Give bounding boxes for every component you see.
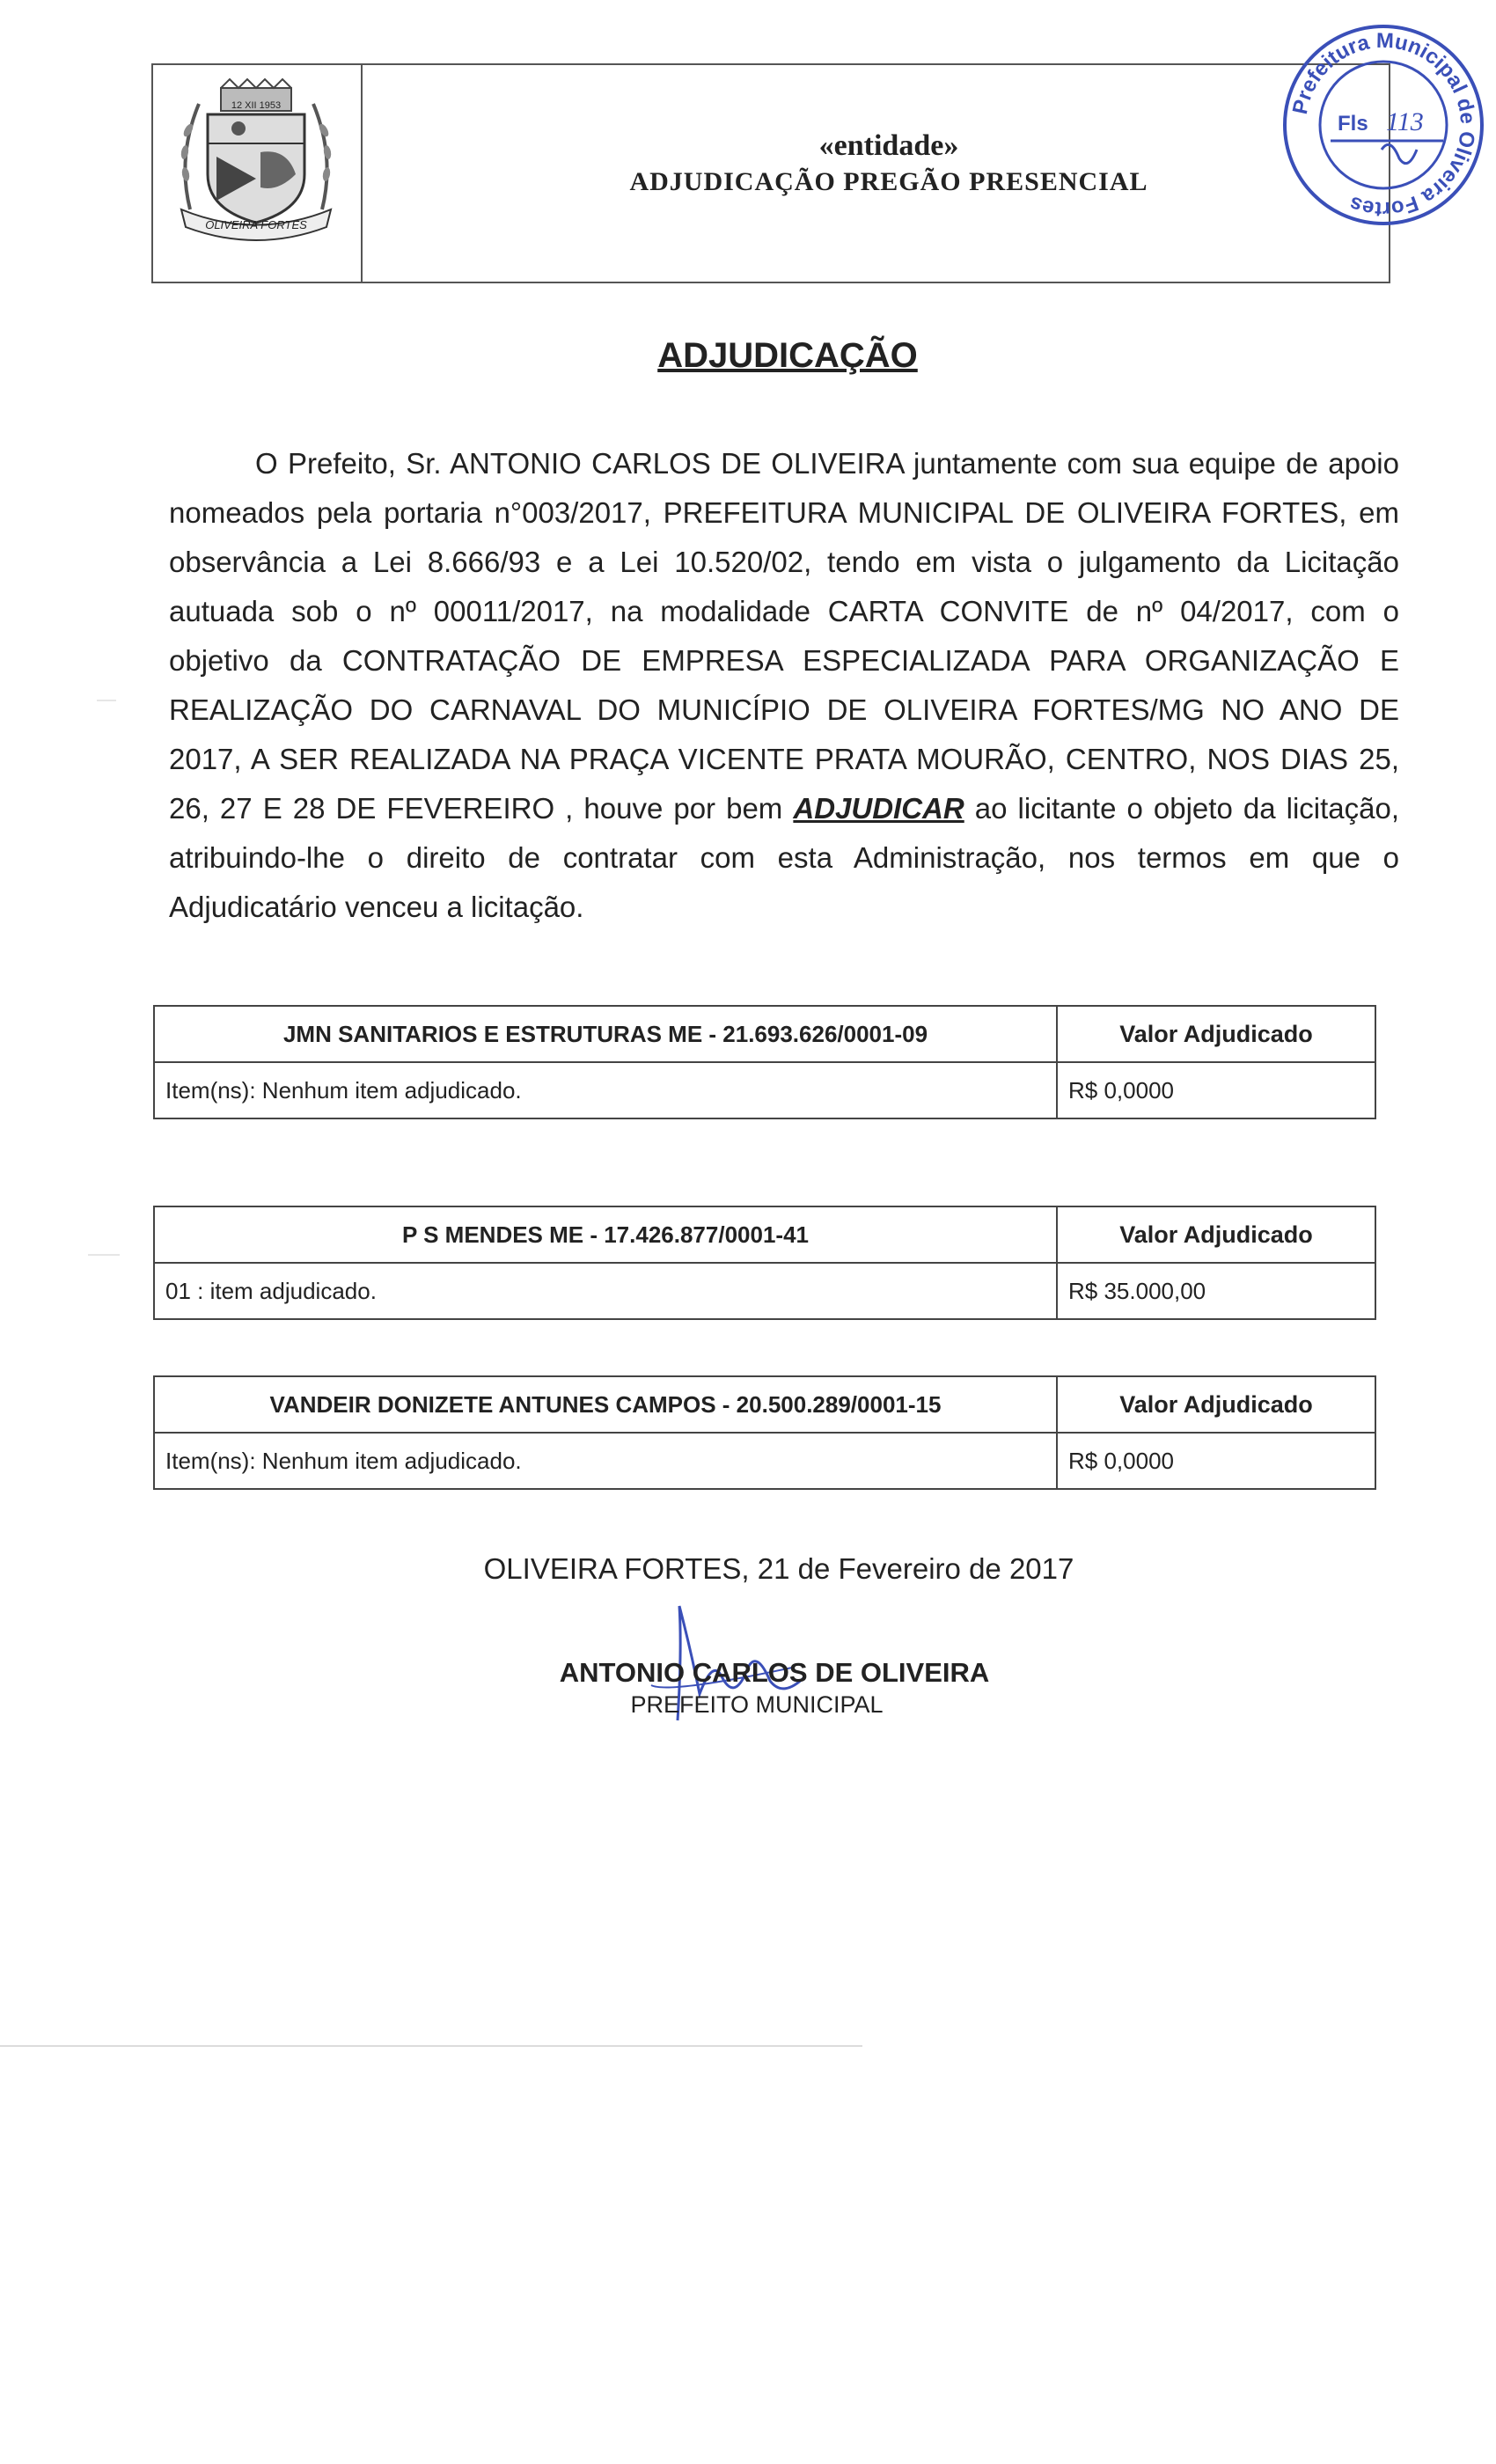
header-divider (361, 63, 363, 283)
paragraph-line: 2017, A SER REALIZADA NA PRAÇA VICENTE PRATA MOURÃO, CENTRO, NOS DIAS 25, (169, 743, 1399, 775)
table-row (154, 1062, 1375, 1118)
paragraph-line: autuada sob o nº 00011/2017, na modalidade CARTA CONVITE de nº 04/2017, com o (169, 595, 1399, 627)
valor-cell: R$ 0,0000 (1057, 1062, 1375, 1118)
items-cell: Item(ns): Nenhum item adjudicado. (154, 1433, 1057, 1489)
valor-header: Valor Adjudicado (1057, 1376, 1375, 1433)
valor-cell: R$ 0,0000 (1057, 1433, 1375, 1489)
document-title: ADJUDICAÇÃO (657, 336, 918, 375)
vendor-name: VANDEIR DONIZETE ANTUNES CAMPOS - 20.500.289/0001-15 (154, 1376, 1057, 1433)
municipal-page-stamp-icon (1276, 18, 1492, 233)
table-row (154, 1006, 1375, 1062)
paragraph-line-text: 26, 27 E 28 DE FEVEREIRO , houve por bem (169, 792, 783, 825)
logo-banner-text: OLIVEIRA FORTES (205, 218, 307, 231)
logo-date-text: 12 XII 1953 (231, 100, 282, 111)
signer-name: ANTONIO CARLOS DE OLIVEIRA (559, 1657, 990, 1688)
stamp-label: Fls (1338, 112, 1368, 136)
vendor-name: JMN SANITARIOS E ESTRUTURAS ME - 21.693.626/0001-09 (154, 1006, 1057, 1062)
table-row (154, 1263, 1375, 1319)
scan-artifact-mark (97, 700, 116, 701)
result-table (153, 1005, 1376, 1119)
table-row (154, 1206, 1375, 1263)
stamp-number: 113 (1386, 107, 1424, 136)
scan-artifact-mark (88, 1254, 120, 1256)
items-cell: 01 : item adjudicado. (154, 1263, 1057, 1319)
items-cell: Item(ns): Nenhum item adjudicado. (154, 1062, 1057, 1118)
vendor-name: P S MENDES ME - 17.426.877/0001-41 (154, 1206, 1057, 1263)
paragraph-line: Adjudicatário venceu a licitação. (169, 891, 584, 923)
signer-role: PREFEITO MUNICIPAL (630, 1691, 884, 1718)
scan-artifact-line (0, 2045, 862, 2047)
result-table (153, 1375, 1376, 1490)
paragraph-line: O Prefeito, Sr. ANTONIO CARLOS DE OLIVEIRA juntamente com sua equipe de apoio (255, 447, 1399, 480)
municipal-coat-of-arms-icon (172, 77, 340, 245)
valor-cell: R$ 35.000,00 (1057, 1263, 1375, 1319)
header-subtitle: ADJUDICAÇÃO PREGÃO PRESENCIAL (629, 167, 1148, 196)
result-table (153, 1206, 1376, 1320)
table-row (154, 1433, 1375, 1489)
stamp-ring-text: Prefeitura Municipal de Oliveira Fortes (1287, 28, 1480, 222)
valor-header: Valor Adjudicado (1057, 1006, 1375, 1062)
valor-header: Valor Adjudicado (1057, 1206, 1375, 1263)
paragraph-line: atribuindo-lhe o direito de contratar com esta Administração, nos termos em que o (169, 841, 1399, 874)
paragraph-line: nomeados pela portaria n°003/2017, PREFEITURA MUNICIPAL DE OLIVEIRA FORTES, em (169, 496, 1399, 529)
adjudicar-emphasis: ADJUDICAR (793, 792, 964, 825)
paragraph-line-text: ao licitante o objeto da licitação, (974, 792, 1400, 825)
table-row (154, 1376, 1375, 1433)
paragraph-line: REALIZAÇÃO DO CARNAVAL DO MUNICÍPIO DE OLIVEIRA FORTES/MG NO ANO DE (169, 693, 1399, 726)
paragraph-line (169, 791, 1399, 826)
paragraph-line: objetivo da CONTRATAÇÃO DE EMPRESA ESPECIALIZADA PARA ORGANIZAÇÃO E (169, 644, 1399, 677)
svg-text:Prefeitura Municipal de Olivei (1288, 29, 1479, 221)
header-title (493, 128, 1285, 201)
place-date: OLIVEIRA FORTES, 21 de Fevereiro de 2017 (483, 1552, 1074, 1585)
paragraph-line: observância a Lei 8.666/93 e a Lei 10.520/02, tendo em vista o julgamento da Licitação (169, 546, 1399, 578)
header-entity: «entidade» (818, 129, 959, 162)
